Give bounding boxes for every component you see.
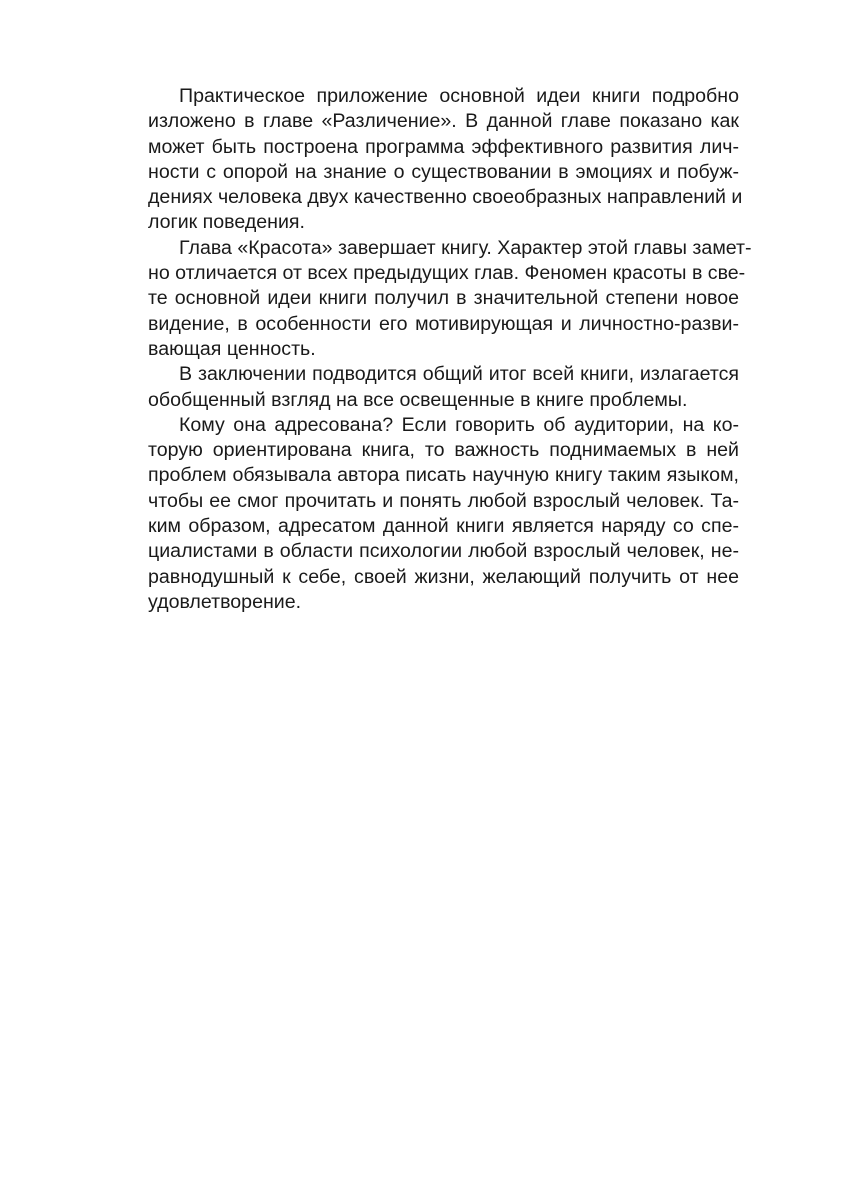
text-line: ким образом, адресатом данной книги является наряду со спе- bbox=[148, 515, 739, 538]
text-line: Кому она адресована? Если говорить об аудитории, на ко- bbox=[179, 413, 739, 436]
text-line: логик поведения. bbox=[148, 211, 305, 234]
text-line: может быть построена программа эффективного развития лич- bbox=[148, 135, 739, 158]
text-line: Практическое приложение основной идеи книги подробно bbox=[179, 85, 739, 107]
text-line: торую ориентирована книга, то важность поднимаемых в ней bbox=[148, 439, 739, 462]
text-line: чтобы ее смог прочитать и понять любой взрослый человек. Та- bbox=[148, 489, 739, 512]
text-line: видение, в особенности его мотивирующая и личностно-разви- bbox=[148, 312, 739, 335]
text-line: те основной идеи книги получил в значительной степени новое bbox=[148, 287, 739, 310]
paragraph bbox=[117, 236, 752, 362]
text-line: ности с опорой на знание о существовании в эмоциях и побуж- bbox=[148, 160, 739, 183]
text-line: обобщенный взгляд на все освещенные в книге проблемы. bbox=[148, 388, 688, 411]
text-line: равнодушный к себе, своей жизни, желающий получить от нее bbox=[148, 565, 739, 588]
text-line: но отличается от всех предыдущих глав. Феномен красоты в све- bbox=[148, 262, 746, 285]
text-line: вающая ценность. bbox=[148, 337, 316, 360]
text-line: удовлетворение. bbox=[148, 590, 302, 613]
body-text bbox=[117, 84, 752, 615]
text-line: изложено в главе «Различение». В данной главе показано как bbox=[148, 110, 739, 133]
text-line: Глава «Красота» завершает книгу. Характер этой главы замет- bbox=[179, 236, 752, 259]
text-line: циалистами в области психологии любой взрослый человек, не- bbox=[148, 540, 739, 563]
text-line: проблем обязывала автора писать научную книгу таким языком, bbox=[148, 464, 739, 487]
text-line: В заключении подводится общий итог всей книги, излагается bbox=[179, 363, 739, 386]
paragraph bbox=[117, 413, 739, 615]
paragraph bbox=[117, 362, 739, 413]
text-line: дениях человека двух качественно своеобразных направлений и bbox=[148, 186, 743, 209]
paragraph bbox=[117, 84, 743, 236]
